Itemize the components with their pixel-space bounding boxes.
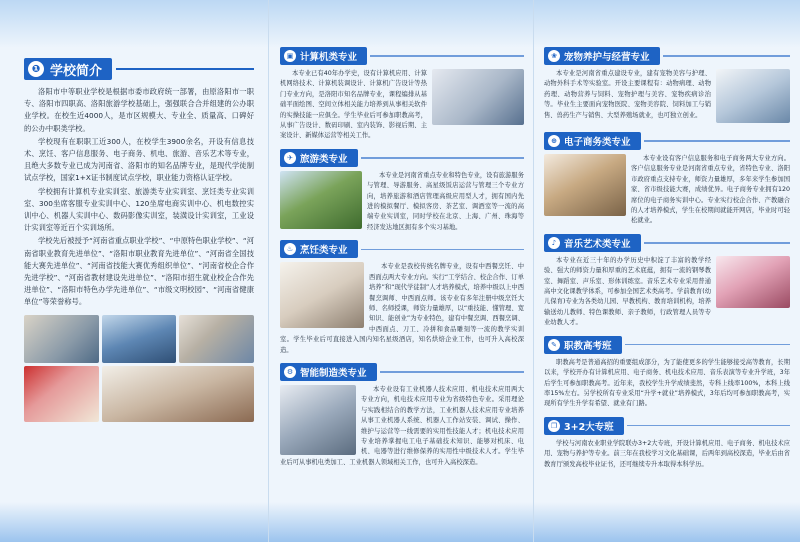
fold-line-2 [533,0,534,542]
pet-section-body [544,69,790,125]
manufacturing-section-header [280,362,524,382]
manufacturing-section-body [280,385,524,468]
cooking-section-header [280,239,524,259]
intro-title-row [24,56,254,82]
ecommerce-training-photo [544,154,626,216]
robot-training-photo [280,385,356,455]
book-icon: ❐ [548,420,560,432]
cart-icon: ⊕ [548,135,560,147]
section-title: 职教高考班 [564,340,612,352]
section-text: 本专业是河南省重点建设专业，建有宠物美容与护理、动物外科手术等实验室。开设主要课程有：动物病理、动物药理、动物营养与饲料、宠物护理与美容、宠物疾病诊治等。毕业生主要面向宠物医院、宠物美容院、饲料加工与销售、兽药生产与销售、大型养殖场就业，也可独立创业。 [544,70,711,119]
exam-section-body [544,358,790,410]
tourism-group-photo [280,171,362,229]
section-rule [663,55,790,57]
computer-section-header [280,46,524,66]
section-rule [625,344,790,346]
section-title: 旅游类专业 [300,153,348,165]
intro-text [24,86,254,309]
computer-section-body [280,69,524,142]
majors-column-middle [270,0,532,542]
twoplus-section-body [544,439,790,470]
section-rule [380,371,524,373]
music-section-body [544,256,790,329]
intro-title: 学校简介 [50,63,103,79]
intro-title-bar [24,58,112,80]
twoplus-section-header [544,416,790,436]
tourism-section-body [280,171,524,233]
intro-paragraph: 洛阳市中等职业学校是根据市委市政府统一部署，由原洛阳市一职专、洛阳市四职高、洛阳旅游学校基础上，强强联合合并组建的公办职业学校。在校生近4000人，是市区规模大、专业全、质量高、口碑好的公办中职类学校。 [24,87,254,133]
section-text: 本专业设有工业机器人技术应用、机电技术应用两大专业方向，机电技术应用专业为省级特色专业。采用理论与实践相结合的教学方法，工业机器人技术应用专业培养从事工业机器人系统、机器人工作站安装、调试、操作、维护与运营等一线需要的实用性技能人才；机电技术应用专业培养掌握电工电子基础技术知识、能够对机床、电机、电器等进行维修保养的实用性中级技术人才。学生毕业后可从事机电类加工、工业机器人领域相关工作，也可升入高校深造。 [280,385,524,466]
section-title: 烹饪类专业 [300,245,348,257]
intro-paragraph: 学校现有在职职工近300人，在校学生3900余名，开设有信息技术、烹饪、客户信息服务、电子商务、机电、旅游、音乐艺术等专业，且绝大多数专业已成为河南省、洛阳市的知名品牌专业，是现代学徒制试点学校，国家1+X证书制度试点学校，职业能力资格认证学校。 [24,136,254,183]
chefs-photo [280,262,364,328]
intro-column [0,0,268,542]
section-title: 音乐艺术类专业 [564,238,631,250]
section-title: 计算机类专业 [300,52,358,63]
section-text: 本专业是河南省重点专业和特色专业，设有旅游服务与管理、导游服务、高星级饭店运营与管理三个专业方向，培养旅游和酒店管理高级应用型人才，拥有国内先进的模拟餐厅、模拟客房、茶艺室、调酒室等一流的高端专业实训室，同时学校在北京、上海、广州、珠海等经济发达地区拥有多个实习基地。 [367,171,524,231]
pet-care-photo [716,69,790,123]
school-logo-icon: ❶ [28,61,44,77]
computer-icon: ▣ [284,50,296,62]
section-text: 本专业是我校传统名牌专业，设有中西餐烹饪、中西面点两大专业方向。实行“工学结合、校企合作、订单培养”和“现代学徒制”人才培养模式，培养中级以上中西餐烹调师、中西面点师。该专业有多年注册中级烹饪大师、名师授课，师资力量雄厚，以“重技能、懂管理、宽知识、能创业”为专业特色，建有中餐烹调、西餐烹调、中西面点、刀工、冷拼和食品雕刻等一流的教学实训室。学生毕业后可直接进入国内知名星级酒店，知名烘焙企业工作，也可升入高校深造。 [280,263,524,354]
section-text: 本专业在近三十年的办学历史中积淀了丰富的教学经验、强大的师资力量和厚重的艺术底蕴，拥有一流的钢琴教室、舞蹈室、声乐室、形体训练室。音乐艺术专业采用普通高中文化课教学体系，可参加全国艺术类高考。学前教育(幼儿保育)专业为各类幼儿园、早教机构、教育培训机构，培养输送幼儿教师、特色课教师、亲子教师，行政管理人员等专业幼教人才。 [544,256,711,327]
paw-icon: ❀ [548,50,560,62]
section-rule [644,140,790,142]
section-text: 学校与河南农业职业学院联办3+2大专班，开设计算机应用、电子商务、机电技术应用、宠物与养护等专业。前三年在我校学习文化基础课，后两年到高校深造，毕业后由省教育厅颁发高校毕业证书，还可继续专升本取得本科学历。 [544,439,790,468]
section-title: 3+2大专班 [564,421,614,433]
section-text: 本专业已有40年办学史，设有计算机应用、计算机网络技术、计算机装调设计、计算机广告设计等热门专业方向，是洛阳市知名品牌专业，课程编排从基础平面绘图、空间立体相关能力培养到从事相关软件的实操技能一应俱全。学生毕业后可参加职教高考，从事广告设计、数码印刷、室内装饰、影视后期、主案设计、新媒体运营等相关工作。 [280,70,427,140]
section-rule [627,425,790,427]
intro-paragraph: 学校先后被授予“河南省重点职业学校”、“中原特色职业学校”、“河南省职业教育先进单位”、“洛阳市职业教育先进单位”、“河南省全国技能大赛先进单位”、“河南省技能大赛优秀组织单位”、“河南省校企合作先进学校”、“河南省教材建设先进单位”、“洛阳市招生就业校企合作先进单位”、“洛阳市特色办学先进单位”、“市级文明校园”、“河南省健康单位”等荣誉称号。 [24,236,254,307]
fold-line-1 [268,0,269,542]
intro-paragraph: 学校拥有计算机专业实训室、旅游类专业实训室、烹饪类专业实训室、300坐席客服专业实训中心、120坐席电商实训中心、机电数控实训中心、机器人实训中心、数码影像实训室，装潢设计实训室，工业设计实训室等近百个实训场所。 [24,186,254,233]
dance-performance-photo [716,256,790,308]
section-title: 智能制造类专业 [300,367,367,379]
cooking-class-photo [102,366,254,422]
ceremony-photo [24,366,99,422]
campus-photo-grid [24,315,254,422]
computer-lab-photo [432,69,524,125]
music-note-icon: ♪ [548,237,560,249]
training-room-photo [102,315,177,363]
graduation-cap-icon: ✎ [548,339,560,351]
lab-photo [179,315,254,363]
section-text: 本专业设有客户信息服务和电子商务两大专业方向。客户信息服务专业是河南省重点专业，省特色专业、洛阳市政府重点支持专业，师资力量雄厚，多年来学生参加国家、省市级技能大赛，成绩优异。电子商务专业拥有120席位的电子商务实训中心。专业实行校企合作、产教融合的人才培养模式，学生在校期间就能开网店，毕业时可轻松就业。 [631,155,790,225]
ecommerce-section-header [544,131,790,151]
section-rule [370,55,524,57]
section-text: 职教高考是普通高招的重要组成部分，为了能使更多的学生能够接受高等教育，长期以来，学校开办有计算机应用、电子商务、机电技术应用、音乐表演等专业升学班，3年后学生可参加职教高考。近年来，我校学生升学成绩斐然，专科上线率100%，本科上线率15%左右。另学校所有专业采用“升学+就业”培养模式，3年后均可参加职教高考，实现所有学生升学有希望、就业有门路。 [544,358,790,408]
ecommerce-section-body [544,154,790,227]
majors-column-right [536,0,800,542]
section-rule [361,157,524,159]
pet-section-header [544,46,790,66]
exam-section-header [544,335,790,355]
section-title: 宠物养护与经营专业 [564,52,650,63]
tourism-section-header [280,148,524,168]
intro-title-line [116,68,254,70]
section-title: 电子商务类专业 [564,137,631,148]
chef-hat-icon: ♨ [284,243,296,255]
cooking-section-body [280,262,524,356]
section-rule [644,242,790,244]
classroom-photo [24,315,99,363]
section-rule [361,249,524,251]
plane-icon: ✈ [284,152,296,164]
music-section-header [544,233,790,253]
gear-icon: ⚙ [284,366,296,378]
